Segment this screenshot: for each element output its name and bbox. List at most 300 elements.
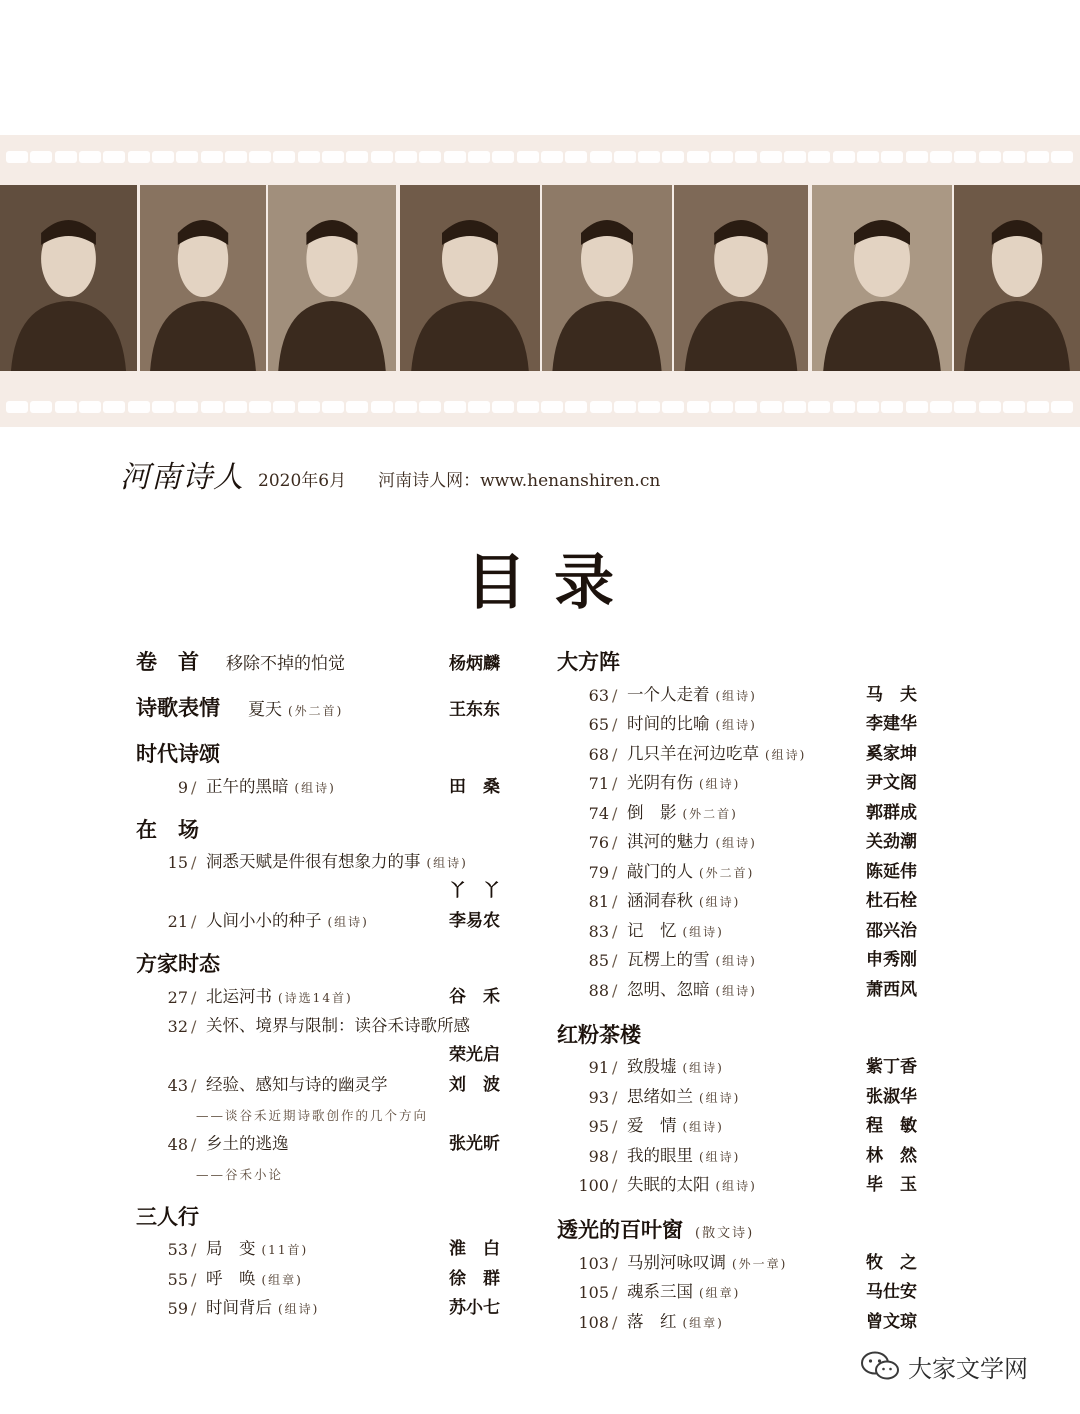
toc-entry (152, 907, 500, 937)
entry-title-text: 几只羊在河边吃草 (627, 743, 759, 763)
sprocket-hole (1051, 401, 1073, 413)
entry-title (627, 828, 757, 852)
entry-title (627, 799, 738, 823)
entry-note: (外一章) (732, 1256, 788, 1271)
entry-note: (组诗) (278, 1302, 320, 1316)
toc-entry (152, 1071, 500, 1101)
author-name: 李易农 (449, 911, 500, 931)
issue-date: 2020年6月 (258, 471, 347, 491)
author-line (136, 877, 500, 907)
author-name: 牧 之 (866, 1252, 917, 1273)
sprocket-hole (468, 401, 490, 413)
sprocket-hole (590, 151, 612, 163)
sprocket-hole (176, 151, 198, 163)
page-number: 95 (588, 1117, 609, 1136)
watermark-text: 大家文学网 (908, 1354, 1028, 1383)
sprocket-hole (833, 151, 855, 163)
sprocket-hole (1027, 401, 1049, 413)
portrait-photo (400, 185, 540, 371)
section-heading (136, 640, 500, 680)
author-name: 郭群成 (866, 802, 917, 823)
separator-slash: / (191, 987, 197, 1007)
entry-title-text: 敲门的人 (627, 861, 693, 881)
author-name: 王东东 (449, 700, 500, 720)
section-title: 方家时态 (136, 952, 220, 976)
sprocket-hole (857, 401, 879, 413)
page-number: 83 (588, 921, 609, 941)
page-number: 9 (177, 777, 188, 797)
sprocket-hole (930, 401, 952, 413)
sprocket-hole (833, 401, 855, 413)
sprocket-hole (906, 151, 928, 163)
author-name: 毕 玉 (866, 1175, 917, 1195)
page-number: 85 (588, 951, 609, 970)
author-name: 荣光启 (449, 1044, 500, 1065)
section-heading (557, 640, 917, 680)
sprocket-hole (468, 151, 490, 163)
sprocket-hole (565, 151, 587, 163)
sprocket-hole (881, 151, 903, 163)
film-sprockets-top (0, 141, 1080, 173)
author-name: 邵兴治 (866, 920, 917, 941)
entry-note: (组章) (682, 1315, 724, 1330)
entry-title-text: 时间的比喻 (627, 714, 710, 733)
author-name: 淮 白 (449, 1239, 500, 1259)
toc-entry (573, 769, 917, 799)
entry-title (627, 858, 754, 882)
section-heading (136, 808, 500, 848)
entry-title (206, 983, 353, 1007)
author-name: 申秀刚 (866, 950, 917, 970)
page-number: 65 (588, 715, 609, 734)
sprocket-hole (517, 401, 539, 413)
separator-slash: / (612, 951, 618, 970)
sprocket-hole (857, 151, 879, 163)
inline-title-note: (外二首) (288, 704, 344, 718)
entry-note: (组诗) (699, 777, 741, 791)
sprocket-hole (79, 151, 101, 163)
sprocket-hole (395, 401, 417, 413)
entry-title (206, 848, 468, 872)
separator-slash: / (612, 1312, 618, 1332)
sprocket-hole (103, 151, 125, 163)
sprocket-hole (444, 151, 466, 163)
sprocket-hole (103, 401, 125, 413)
page-number: 32 (167, 1017, 188, 1036)
entry-title (627, 917, 724, 941)
toc-entry (573, 828, 917, 858)
portrait-film-strip (0, 135, 1080, 427)
section-title: 诗歌表情 (136, 696, 220, 720)
page-title: 目录 (466, 548, 642, 618)
author-name: 马 夫 (866, 684, 917, 705)
entry-title (627, 740, 806, 764)
toc-entry (573, 887, 917, 917)
author-name: 杜石栓 (866, 891, 917, 911)
section-title: 透光的百叶窗 (557, 1218, 683, 1242)
entry-note: (组诗) (699, 1090, 741, 1105)
sprocket-hole (6, 151, 28, 163)
author-name: 谷 禾 (449, 986, 500, 1007)
sprocket-hole (419, 151, 441, 163)
separator-slash: / (612, 803, 618, 823)
sprocket-hole (614, 401, 636, 413)
sprocket-hole (395, 151, 417, 163)
separator-slash: / (612, 980, 618, 1000)
entry-title-text: 洞悉天赋是件很有想象力的事 (206, 852, 421, 871)
separator-slash: / (612, 715, 618, 734)
sprocket-hole (346, 401, 368, 413)
entry-title-text: 时间背后 (206, 1298, 272, 1317)
entry-note: (组诗) (715, 1179, 757, 1193)
entry-note: (组诗) (294, 780, 336, 795)
toc-entry (573, 1082, 917, 1112)
entry-note: (组章) (261, 1272, 303, 1287)
section-gap (557, 1005, 917, 1013)
sprocket-hole (298, 401, 320, 413)
portrait-photo (812, 185, 952, 371)
section-heading (557, 1208, 917, 1248)
toc-entry (573, 1053, 917, 1083)
sprocket-hole (128, 401, 150, 413)
entry-note: (外二首) (682, 806, 738, 821)
entry-title (627, 946, 757, 970)
entry-title (206, 773, 336, 797)
author-name: 张淑华 (866, 1086, 917, 1107)
toc-entry (152, 848, 500, 878)
sprocket-hole (638, 151, 660, 163)
section-title: 时代诗颂 (136, 742, 220, 766)
sprocket-hole (79, 401, 101, 413)
entry-title-text: 忽明、忽暗 (627, 979, 710, 999)
sprocket-hole (517, 151, 539, 163)
separator-slash: / (191, 1017, 197, 1036)
toc-entry (573, 1112, 917, 1142)
page-number: 71 (588, 774, 609, 793)
page-number: 55 (167, 1269, 188, 1289)
author-name: 尹文阁 (866, 773, 917, 793)
toc-entry (152, 1130, 500, 1160)
entry-title (206, 1294, 319, 1318)
sprocket-hole (346, 151, 368, 163)
separator-slash: / (612, 774, 618, 793)
author-name: 丫 丫 (449, 880, 500, 901)
page-number: 63 (588, 685, 609, 705)
sprocket-hole (152, 151, 174, 163)
section-heading (136, 732, 500, 772)
entry-title (627, 1112, 724, 1136)
wechat-icon (860, 1350, 900, 1382)
separator-slash: / (612, 921, 618, 941)
sprocket-hole (1003, 401, 1025, 413)
toc-entry (573, 798, 917, 828)
sprocket-hole (152, 401, 174, 413)
portrait-photo (268, 185, 396, 371)
entry-subtitle: ——谷禾小论 (196, 1166, 284, 1182)
toc-entry (573, 975, 917, 1005)
entry-title (206, 907, 369, 931)
entry-note: (11首) (261, 1243, 309, 1257)
entry-title (206, 1235, 308, 1259)
sprocket-hole (979, 151, 1001, 163)
entry-title-text: 光阴有伤 (627, 773, 693, 792)
section-title: 大方阵 (557, 650, 620, 674)
toc-entry (573, 680, 917, 710)
toc-entry (573, 916, 917, 946)
sprocket-hole (930, 151, 952, 163)
sprocket-hole (735, 401, 757, 413)
entry-title (206, 1071, 388, 1095)
sprocket-hole (711, 401, 733, 413)
portrait-row (0, 185, 1080, 371)
separator-slash: / (191, 1269, 197, 1289)
section-gap (557, 1200, 917, 1208)
sprocket-hole (735, 151, 757, 163)
author-name: 陈延伟 (866, 861, 917, 882)
entry-title-text: 人间小小的种子 (206, 911, 322, 930)
sprocket-hole (565, 401, 587, 413)
toc-entry (573, 1307, 917, 1337)
page-number: 108 (578, 1312, 609, 1332)
entry-title-text: 呼 唤 (206, 1268, 256, 1288)
separator-slash: / (612, 1058, 618, 1077)
page-number: 76 (588, 833, 609, 852)
entry-subtitle-line (136, 1159, 500, 1189)
watermark (860, 1346, 1028, 1386)
entry-note: (组诗) (682, 1061, 724, 1075)
page-number: 68 (588, 744, 609, 764)
entry-title-text: 经验、感知与诗的幽灵学 (206, 1075, 388, 1094)
entry-note: (组诗) (715, 688, 757, 703)
author-name: 奚家坤 (866, 743, 917, 764)
entry-title (627, 1249, 787, 1273)
sprocket-hole (298, 151, 320, 163)
sprocket-hole (638, 401, 660, 413)
entry-title (627, 1308, 724, 1332)
sprocket-hole (808, 401, 830, 413)
page-number: 43 (167, 1076, 188, 1095)
separator-slash: / (612, 1087, 618, 1107)
entry-title-text: 倒 影 (627, 802, 677, 822)
sprocket-hole (249, 401, 271, 413)
entry-title-text: 瓦楞上的雪 (627, 950, 710, 969)
sprocket-hole (881, 401, 903, 413)
entry-title (627, 1278, 740, 1302)
sprocket-hole (371, 401, 393, 413)
sprocket-hole (273, 151, 295, 163)
entry-title-text: 马别河咏叹调 (627, 1252, 726, 1272)
sprocket-hole (711, 151, 733, 163)
entry-title-text: 乡土的逃逸 (206, 1134, 289, 1153)
toc-entry (573, 739, 917, 769)
sprocket-hole (954, 151, 976, 163)
page-number: 88 (588, 980, 609, 1000)
sprocket-hole (444, 401, 466, 413)
page-number: 91 (588, 1058, 609, 1077)
magazine-logo: 河南诗人 (120, 460, 244, 495)
sprocket-hole (614, 151, 636, 163)
separator-slash: / (612, 1253, 618, 1273)
entry-title (627, 1142, 740, 1166)
separator-slash: / (612, 862, 618, 882)
entry-title (627, 710, 757, 734)
separator-slash: / (612, 685, 618, 705)
author-name: 杨炳麟 (449, 654, 500, 674)
section-title: 三人行 (136, 1204, 199, 1229)
page-number: 59 (167, 1299, 188, 1318)
sprocket-hole (906, 401, 928, 413)
entry-title (206, 1012, 470, 1036)
inline-title-text: 夏天 (248, 700, 282, 720)
entry-note: (组诗) (682, 924, 724, 939)
sprocket-hole (176, 401, 198, 413)
author-name: 李建华 (866, 714, 917, 734)
toc-entry (573, 1278, 917, 1308)
entry-note: (组诗) (715, 718, 757, 732)
entry-title-text: 失眠的太阳 (627, 1175, 710, 1194)
page-number: 27 (167, 987, 188, 1007)
sprocket-hole (979, 401, 1001, 413)
sprocket-hole (371, 151, 393, 163)
toc-entry (152, 1294, 500, 1324)
film-sprockets-bottom (0, 391, 1080, 423)
sprocket-hole (225, 151, 247, 163)
portrait-photo (542, 185, 672, 371)
entry-title (627, 887, 740, 911)
author-name: 曾文琼 (866, 1311, 917, 1332)
page-number: 21 (167, 912, 188, 931)
entry-title (627, 1053, 724, 1077)
separator-slash: / (191, 912, 197, 931)
entry-title-text: 落 红 (627, 1311, 677, 1331)
entry-title (206, 1265, 303, 1289)
toc-right-column (557, 640, 917, 1345)
page-number: 53 (167, 1240, 188, 1259)
toc-entry (573, 1248, 917, 1278)
section-heading (136, 942, 500, 982)
sprocket-hole (419, 401, 441, 413)
separator-slash: / (191, 777, 197, 797)
author-name: 紫丁香 (866, 1057, 917, 1077)
entry-title (206, 1130, 289, 1154)
entry-title-text: 正午的黑暗 (206, 776, 289, 796)
entry-note: (组章) (699, 1286, 741, 1300)
sprocket-hole (1027, 151, 1049, 163)
sprocket-hole (760, 151, 782, 163)
sprocket-hole (784, 151, 806, 163)
author-line (136, 1041, 500, 1071)
toc-entry (152, 982, 500, 1012)
sprocket-hole (492, 151, 514, 163)
website-text: 河南诗人网：www.henanshiren.cn (378, 471, 661, 491)
sprocket-hole (687, 401, 709, 413)
toc-entry (573, 1171, 917, 1201)
toc-entry (152, 1012, 500, 1042)
separator-slash: / (191, 853, 197, 872)
entry-title-text: 致殷墟 (627, 1057, 677, 1076)
page-number: 98 (588, 1146, 609, 1166)
entry-title-text: 我的眼里 (627, 1145, 693, 1165)
sprocket-hole (1003, 151, 1025, 163)
separator-slash: / (191, 1135, 197, 1154)
entry-note: (组诗) (699, 895, 741, 909)
section-title: 红粉茶楼 (557, 1022, 641, 1047)
sprocket-hole (760, 401, 782, 413)
entry-subtitle: ——谈谷禾近期诗歌创作的几个方向 (196, 1107, 429, 1123)
magazine-info-line (120, 462, 660, 494)
separator-slash: / (191, 1299, 197, 1318)
author-name: 刘 波 (449, 1075, 500, 1095)
page-number: 105 (578, 1283, 609, 1302)
section-heading (557, 1013, 917, 1053)
author-name: 萧西风 (866, 979, 917, 1000)
section-title-note: (散文诗) (695, 1226, 755, 1241)
separator-slash: / (612, 1176, 618, 1195)
entry-note: (组诗) (327, 915, 369, 929)
entry-title (627, 976, 757, 1000)
toc-entry (152, 1264, 500, 1294)
page-number: 103 (578, 1253, 609, 1273)
section-title: 在 场 (136, 817, 199, 842)
entry-title-text: 记 忆 (627, 920, 677, 940)
separator-slash: / (191, 1076, 197, 1095)
sprocket-hole (322, 151, 344, 163)
toc-entry (573, 1141, 917, 1171)
entry-title-text: 魂系三国 (627, 1282, 693, 1301)
entry-title-text: 爱 情 (627, 1116, 677, 1135)
sprocket-hole (808, 151, 830, 163)
sprocket-hole (687, 151, 709, 163)
sprocket-hole (249, 151, 271, 163)
entry-title (627, 1171, 757, 1195)
entry-title-text: 一个人走着 (627, 684, 710, 704)
sprocket-hole (128, 151, 150, 163)
entry-title (627, 681, 757, 705)
toc-entry (152, 772, 500, 802)
author-name: 关劲潮 (866, 832, 917, 852)
sprocket-hole (6, 401, 28, 413)
entry-note: (组诗) (715, 954, 757, 968)
section-inline-title (226, 649, 345, 674)
sprocket-hole (662, 401, 684, 413)
sprocket-hole (30, 401, 52, 413)
separator-slash: / (612, 744, 618, 764)
section-title: 卷 首 (136, 650, 199, 674)
author-name: 程 敏 (866, 1116, 917, 1136)
page-number: 48 (167, 1135, 188, 1154)
page-number: 79 (588, 862, 609, 882)
portrait-photo (140, 185, 266, 371)
sprocket-hole (225, 401, 247, 413)
section-inline-title (248, 695, 343, 720)
entry-subtitle-line (136, 1100, 500, 1130)
author-name: 林 然 (866, 1145, 917, 1166)
page-number: 93 (588, 1087, 609, 1107)
entry-title-text: 局 变 (206, 1239, 256, 1258)
separator-slash: / (612, 1283, 618, 1302)
sprocket-hole (322, 401, 344, 413)
sprocket-hole (1051, 151, 1073, 163)
entry-title-text: 淇河的魅力 (627, 832, 710, 851)
sprocket-hole (662, 151, 684, 163)
sprocket-hole (55, 151, 77, 163)
entry-title (627, 1083, 740, 1107)
portrait-photo (954, 185, 1080, 371)
author-name: 徐 群 (449, 1268, 500, 1289)
toc-left-column (136, 640, 500, 1329)
author-name: 张光昕 (449, 1134, 500, 1154)
entry-note: (外二首) (699, 865, 755, 880)
